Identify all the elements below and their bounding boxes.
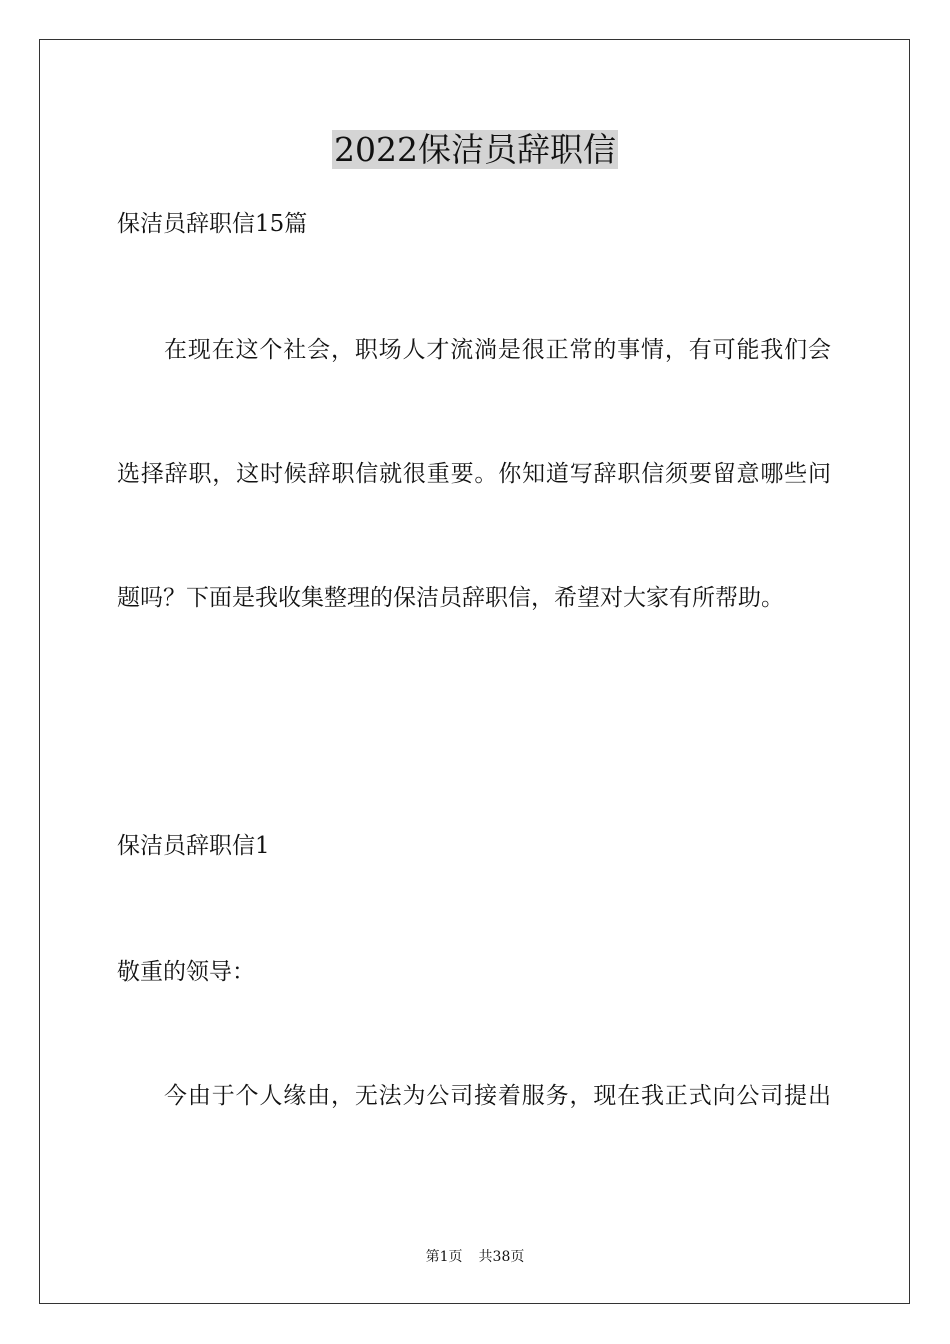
- page-footer: [0, 1247, 950, 1267]
- section-heading: 保洁员辞职信1: [117, 833, 270, 859]
- intro-line-1: 在现在这个社会，职场人才流淌是很正常的事情，有可能我们会: [164, 337, 831, 363]
- intro-line-2: 选择辞职，这时候辞职信就很重要。你知道写辞职信须要留意哪些问: [117, 461, 831, 487]
- document-title: [0, 128, 950, 172]
- intro-line-3: 题吗？下面是我收集整理的保洁员辞职信，希望对大家有所帮助。: [117, 585, 784, 611]
- document-title-text: 2022保洁员辞职信: [334, 130, 616, 169]
- document-subtitle: 保洁员辞职信15篇: [117, 211, 308, 237]
- page-total: 共38页: [478, 1249, 525, 1265]
- salutation: 敬重的领导：: [117, 959, 255, 985]
- body-line-1: 今由于个人缘由，无法为公司接着服务，现在我正式向公司提出: [164, 1083, 831, 1109]
- page-number: 第1页: [425, 1249, 463, 1265]
